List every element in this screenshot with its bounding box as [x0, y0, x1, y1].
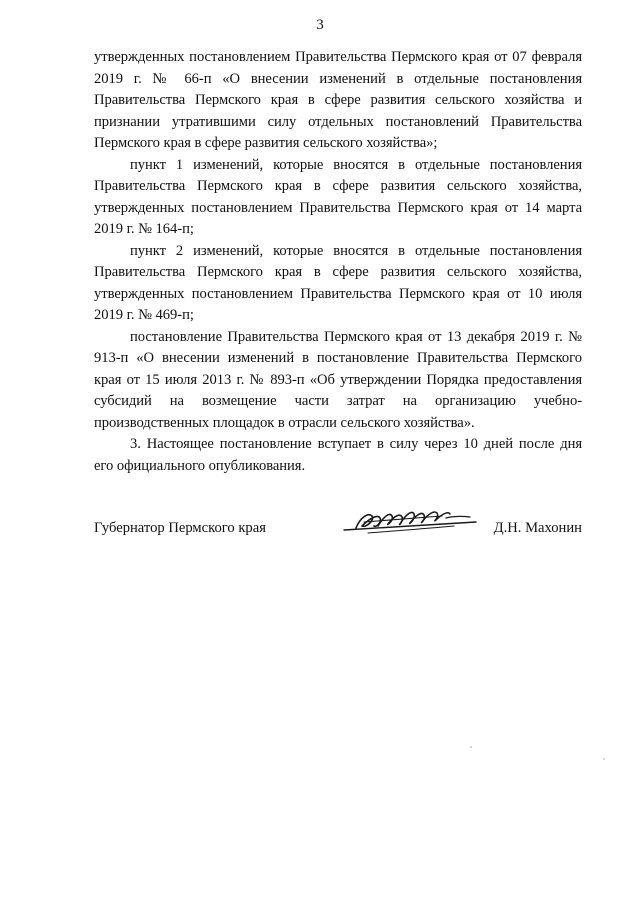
signature-block — [94, 510, 582, 540]
signer-title: Губернатор Пермского края — [94, 520, 266, 536]
paragraph-item-2: пункт 2 изменений, которые вносятся в отдельные постановления Правительства Пермского края в сфере развития сельского хозяйства, утвержденных постановлением Правительства Пермского края от 10 июля 2019 г. № 469-п; — [94, 242, 582, 323]
page-number: 3 — [316, 17, 324, 33]
scan-speck — [603, 758, 605, 760]
handwritten-signature — [342, 504, 482, 544]
paragraph-item-1: пункт 1 изменений, которые вносятся в отдельные постановления Правительства Пермского края в сфере развития сельского хозяйства, утвержденных постановлением Правительства Пермского края от 14 марта 2019 г. № 164-п; — [94, 156, 582, 237]
paragraph-continuation: утвержденных постановлением Правительства Пермского края от 07 февраля 2019 г. № 66-п «О внесении изменений в отдельные постановления Правительства Пермского края в сфере развития сельского хозяйства и признании утратившими силу отдельных постановлений Правительства Пермского края в сфере развития сельского хозяйства»; — [94, 49, 582, 151]
signer-name: Д.Н. Махонин — [493, 520, 582, 536]
paragraph-effective-date: 3. Настоящее постановление вступает в силу через 10 дней после дня его официального опубликования. — [94, 436, 582, 474]
paragraph-resolution-913: постановление Правительства Пермского края от 13 декабря 2019 г. № 913-п «О внесении изменений в постановление Правительства Пермского края от 15 июля 2013 г. № 893-п «Об утверждении Порядка предоставления субсидий на возмещение части затрат на организацию учебно-производственных площадок в отрасли сельского хозяйства». — [94, 328, 582, 431]
document-body — [94, 47, 582, 477]
scan-speck — [470, 746, 472, 748]
